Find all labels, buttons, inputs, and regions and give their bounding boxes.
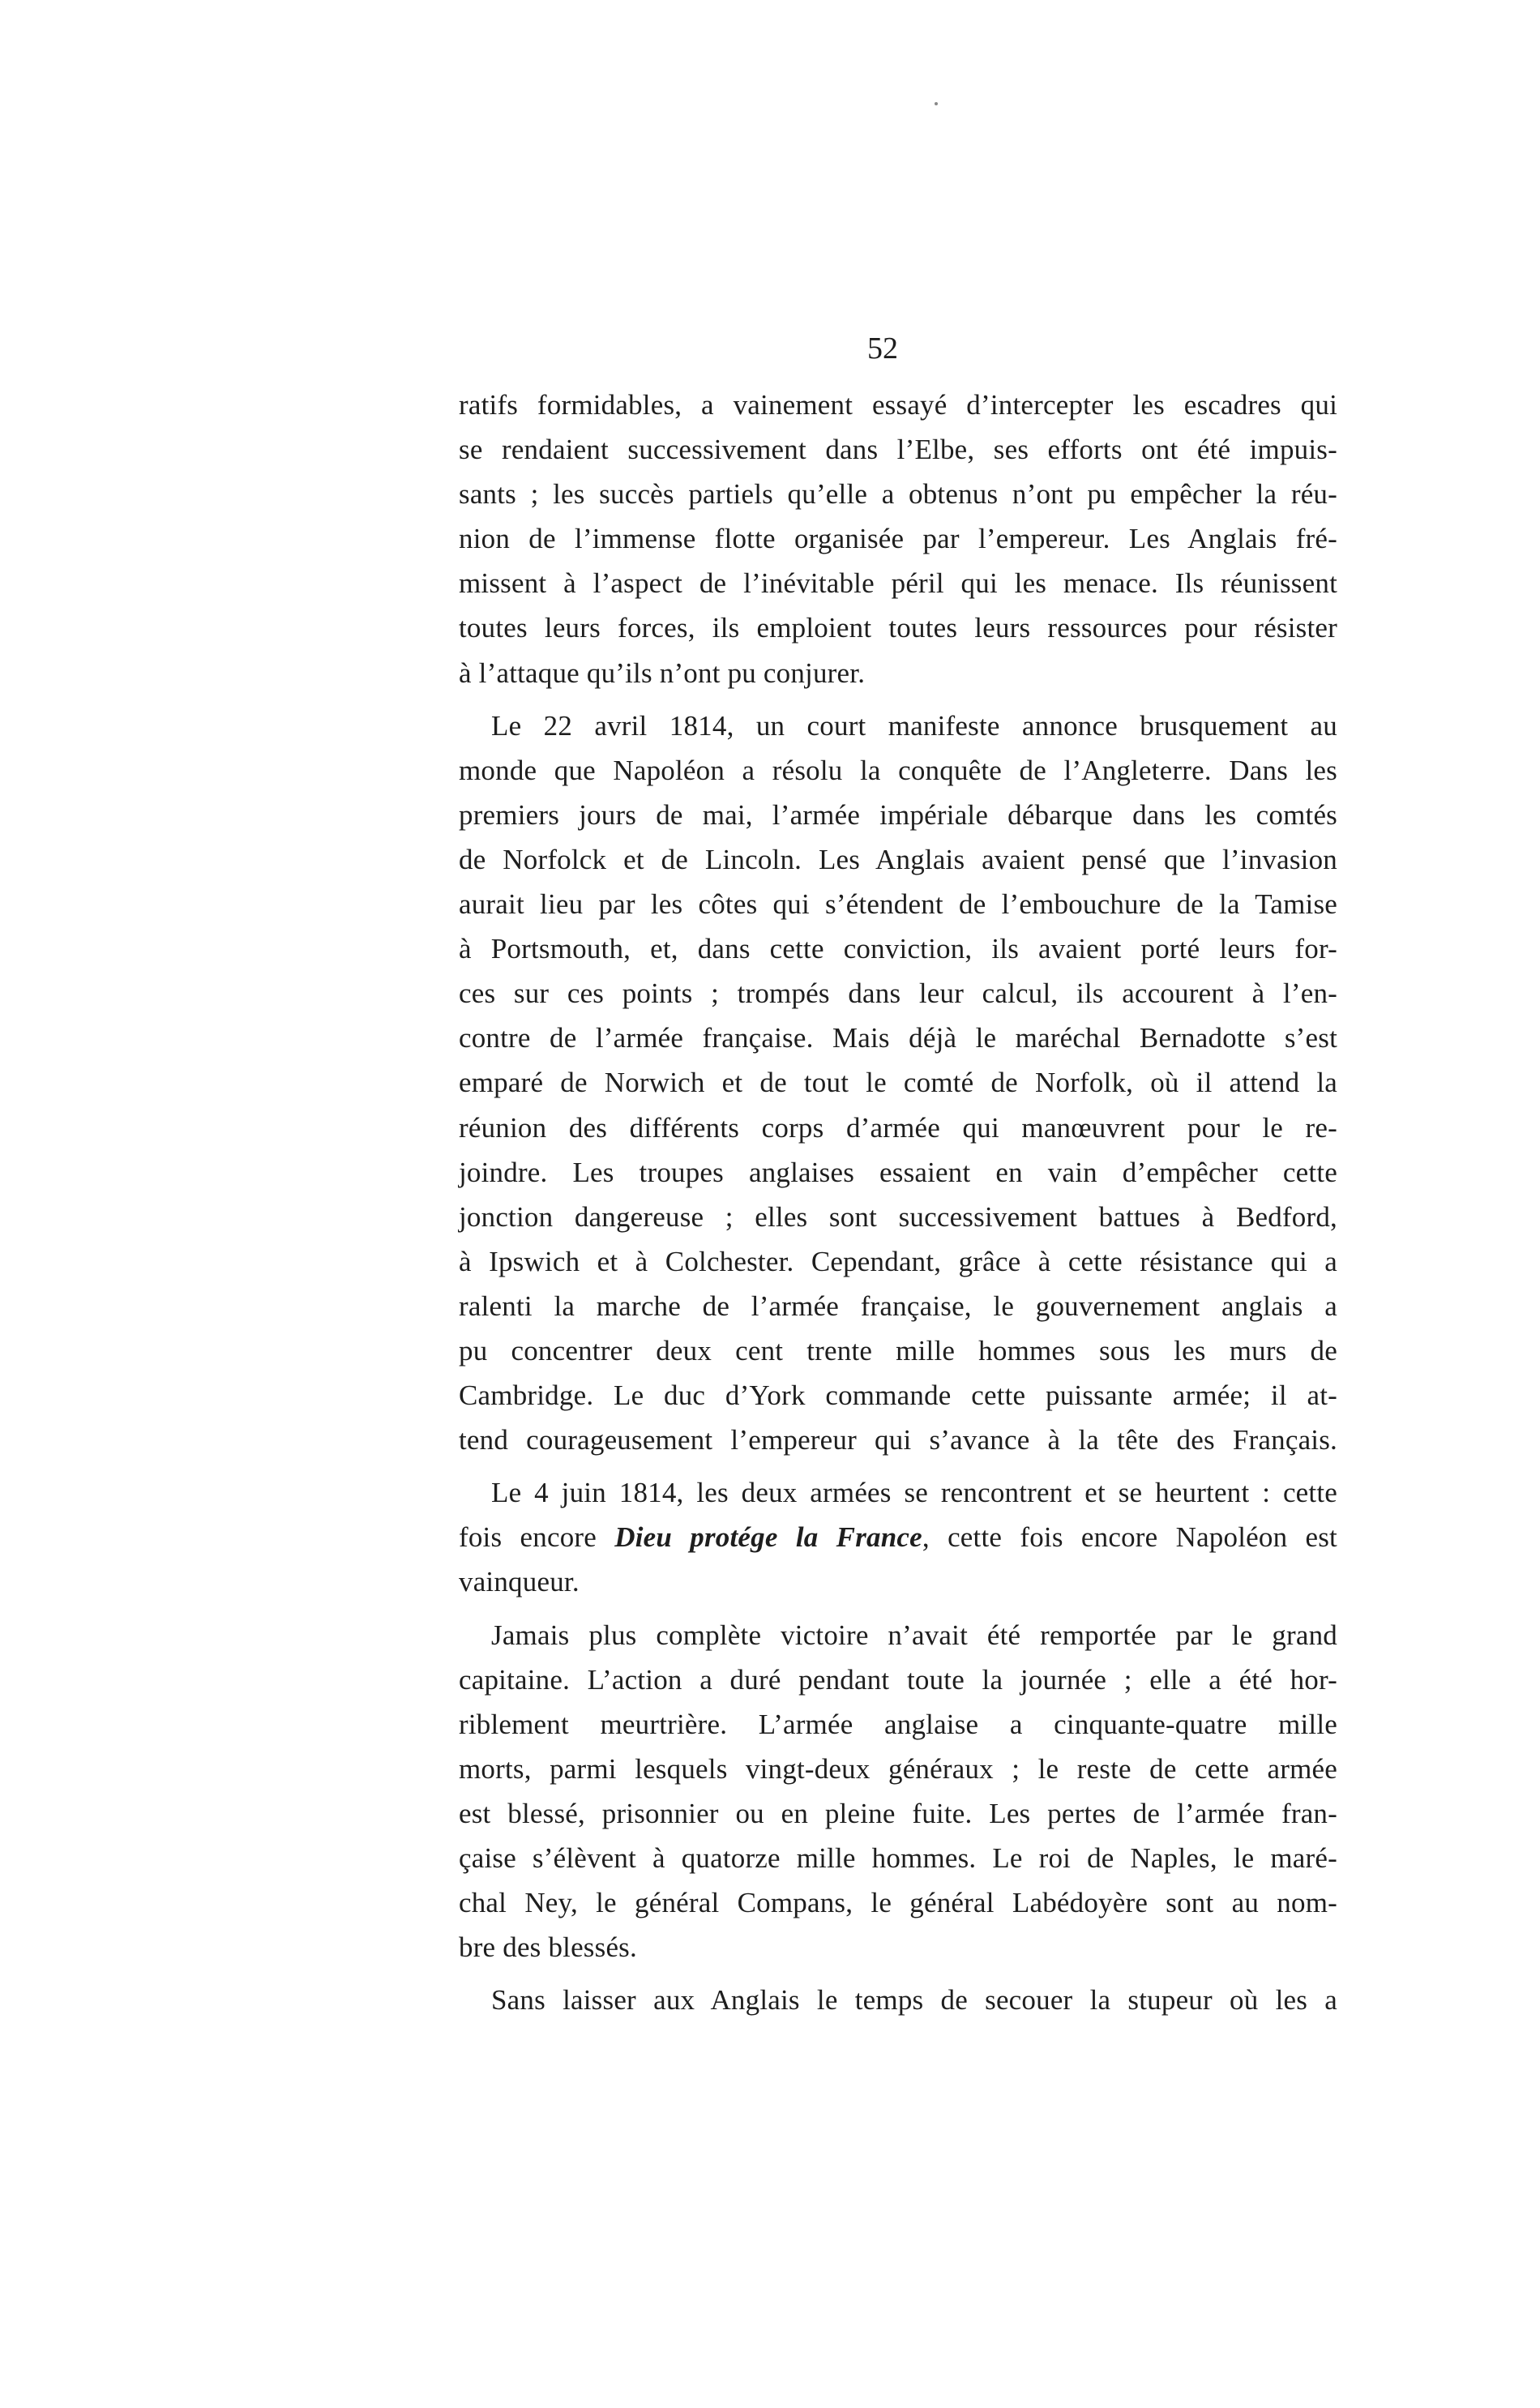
text-line: premiers jours de mai, l’armée impériale débarque dans les comtés — [459, 798, 1337, 831]
text-line: tend courageusement l’empereur qui s’avance à la tête des Français. — [459, 1424, 1337, 1456]
text-line: à Portsmouth, et, dans cette conviction, ils avaient porté leurs for- — [459, 933, 1337, 965]
text-line: ces sur ces points ; trompés dans leur calcul, ils accourent à l’en- — [459, 977, 1337, 1010]
text-line: nion de l’immense flotte organisée par l’empereur. Les Anglais fré- — [459, 523, 1337, 555]
text-line: chal Ney, le général Compans, le général Labédoyère sont au nom- — [459, 1887, 1337, 1919]
text-line: est blessé, prisonnier ou en pleine fuite. Les pertes de l’armée fran- — [459, 1797, 1337, 1829]
text-line: riblement meurtrière. L’armée anglaise a cinquante-quatre mille — [459, 1708, 1337, 1740]
text-line: réunion des différents corps d’armée qui manœuvrent pour le re- — [459, 1111, 1337, 1144]
paragraph-5 — [459, 1978, 1337, 2022]
text-line: bre des blessés. — [459, 1931, 637, 1964]
ink-speck — [935, 102, 938, 105]
text-line: à l’attaque qu’ils n’ont pu conjurer. — [459, 657, 866, 689]
page-number: 52 — [867, 331, 898, 366]
text-line: ratifs formidables, a vainement essayé d’intercepter les escadres qui — [459, 389, 1337, 421]
text-line: pu concentrer deux cent trente mille hommes sous les murs de — [459, 1334, 1337, 1367]
text-line: Jamais plus complète victoire n’avait été remportée par le grand — [491, 1619, 1337, 1651]
text-line: Sans laisser aux Anglais le temps de secouer la stupeur où les a — [491, 1984, 1337, 2017]
paragraph-1 — [459, 383, 1337, 695]
text-line: de Norfolck et de Lincoln. Les Anglais avaient pensé que l’invasion — [459, 843, 1337, 875]
text-line: à Ipswich et à Colchester. Cependant, grâce à cette résistance qui a — [459, 1245, 1337, 1277]
text-line: ralenti la marche de l’armée française, le gouvernement anglais a — [459, 1290, 1337, 1322]
text-line: sants ; les succès partiels qu’elle a obtenus n’ont pu empêcher la réu- — [459, 478, 1337, 511]
text-line: Cambridge. Le duc d’York commande cette puissante armée; il at- — [459, 1379, 1337, 1412]
text-line: monde que Napoléon a résolu la conquête de l’Angleterre. Dans les — [459, 754, 1337, 786]
paragraph-3 — [459, 1470, 1337, 1604]
text-run: , cette fois encore Napoléon est — [922, 1521, 1337, 1554]
text-line: jonction dangereuse ; elles sont successivement battues à Bedford, — [459, 1200, 1337, 1233]
text-run: fois encore — [459, 1521, 615, 1554]
text-line: çaise s’élèvent à quatorze mille hommes. Le roi de Naples, le maré- — [459, 1842, 1337, 1874]
text-line: capitaine. L’action a duré pendant toute la journée ; elle a été hor- — [459, 1663, 1337, 1696]
text-line: joindre. Les troupes anglaises essaient en vain d’empêcher cette — [459, 1156, 1337, 1188]
text-line: Le 22 avril 1814, un court manifeste annonce brusquement au — [491, 709, 1337, 742]
text-line: vainqueur. — [459, 1566, 580, 1598]
paragraph-4 — [459, 1613, 1337, 1970]
text-line — [459, 1515, 1337, 1559]
italic-phrase: Dieu protége la France — [614, 1521, 922, 1554]
text-line: missent à l’aspect de l’inévitable péril qui les menace. Ils réunissent — [459, 567, 1337, 600]
text-line: aurait lieu par les côtes qui s’étendent de l’embouchure de la Tamise — [459, 888, 1337, 921]
text-line: contre de l’armée française. Mais déjà le maréchal Bernadotte s’est — [459, 1022, 1337, 1054]
text-line: emparé de Norwich et de tout le comté de Norfolk, où il attend la — [459, 1067, 1337, 1099]
text-line: toutes leurs forces, ils emploient toutes leurs ressources pour résister — [459, 612, 1337, 644]
paragraph-2 — [459, 704, 1337, 1463]
body-text — [459, 383, 1337, 2022]
text-line: morts, parmi lesquels vingt-deux généraux ; le reste de cette armée — [459, 1752, 1337, 1785]
text-line: se rendaient successivement dans l’Elbe, ses efforts ont été impuis- — [459, 434, 1337, 466]
text-line: Le 4 juin 1814, les deux armées se rencontrent et se heurtent : cette — [491, 1477, 1337, 1509]
